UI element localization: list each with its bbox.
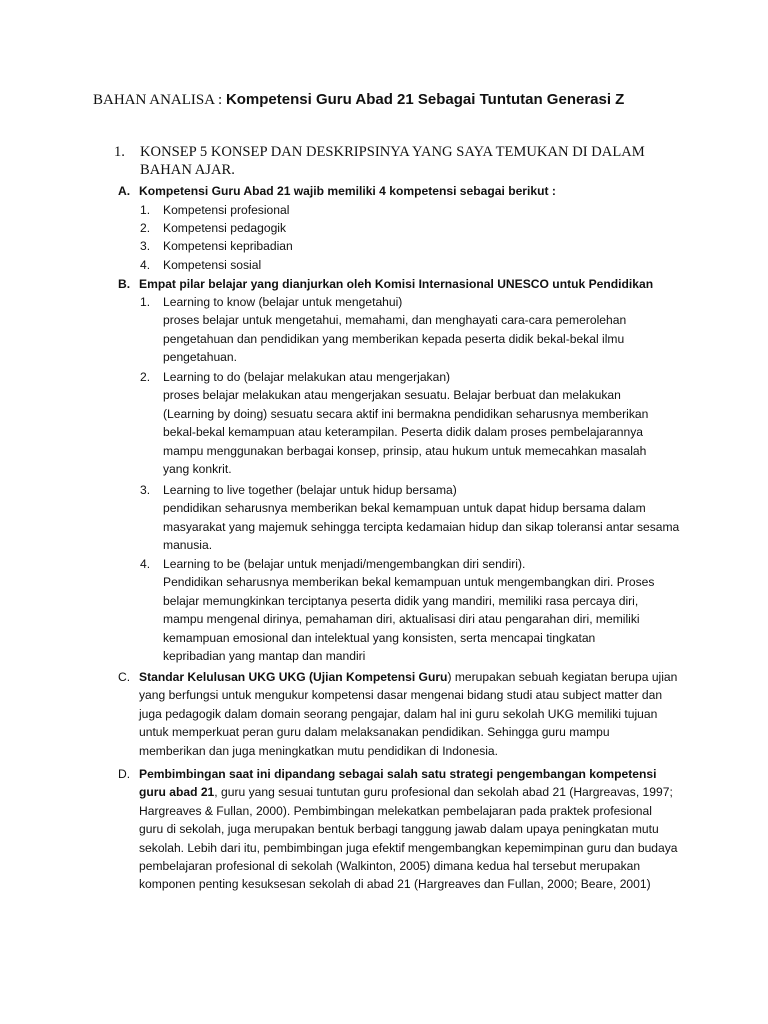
document-title xyxy=(93,91,753,109)
list-item xyxy=(140,201,680,219)
title-prefix: BAHAN ANALISA : xyxy=(93,92,226,108)
item-number: 3. xyxy=(140,483,151,497)
item-title: Learning to do (belajar melakukan atau mengerjakan) xyxy=(163,370,451,384)
item-paragraph: pendidikan seharusnya memberikan bekal kemampuan untuk dapat hidup bersama dalam masyarakat yang majemuk sehingga tercipta kedamaian hidup dan sikap toleransi antar sesama manusia. xyxy=(163,501,680,553)
section-letter: A. xyxy=(118,184,131,198)
list-item xyxy=(140,555,660,665)
item-title: Learning to know (belajar untuk mengetahui) xyxy=(163,295,403,309)
section-c-body xyxy=(139,668,678,760)
item-paragraph: proses belajar untuk mengetahui, memahami, dan menghayati cara-cara pemerolehan pengetahuan dan pendidikan yang memberikan kepada peserta didik bekal-bekal ilmu pengetahuan. xyxy=(163,313,627,365)
item-number: 3. xyxy=(140,239,151,253)
section-a xyxy=(118,182,678,200)
item-number: 4. xyxy=(140,258,151,272)
section-d-bold: Pembimbingan saat ini dipandang sebagai salah satu strategi pengembangan kompetensi guru abad 21 xyxy=(139,767,657,800)
heading-1 xyxy=(114,143,674,179)
item-title: Learning to live together (belajar untuk hidup bersama) xyxy=(163,483,457,497)
item-paragraph: Pendidikan seharusnya memberikan bekal kemampuan untuk mengembangkan diri. Proses belajar memungkinkan terciptanya peserta didik yang mandiri, memiliki rasa percaya diri, mampu mengenal dirinya, pemahaman diri, aktualisasi diri atau pengarahan diri, memiliki kemampuan emosional dan intelektual yang konsisten, serta mencapai tingkatan kepribadian yang mantap dan mandiri xyxy=(163,575,655,664)
section-c xyxy=(118,668,678,760)
item-text: Kompetensi kepribadian xyxy=(163,239,293,253)
item-number: 2. xyxy=(140,370,151,384)
section-b-text: Empat pilar belajar yang dianjurkan oleh Komisi Internasional UNESCO untuk Pendidikan xyxy=(139,277,654,291)
section-letter: D. xyxy=(118,767,131,781)
item-title: Learning to be (belajar untuk menjadi/mengembangkan diri sendiri). xyxy=(163,557,526,571)
item-text: Kompetensi profesional xyxy=(163,203,290,217)
section-letter: C. xyxy=(118,670,131,684)
item-number: 4. xyxy=(140,557,151,571)
section-b xyxy=(118,275,698,293)
list-item xyxy=(140,237,680,255)
section-d xyxy=(118,765,678,894)
list-item xyxy=(140,256,680,274)
section-c-bold: Standar Kelulusan UKG UKG (Ujian Kompetensi Guru xyxy=(139,670,448,684)
section-d-text: , guru yang sesuai tuntutan guru profesional dan sekolah abad 21 (Hargreavas, 1997; Hargreaves & Fullan, 2000). Pembimbingan melekatkan pembelajaran pada praktek profesional guru di sekolah, juga merupakan bentuk berbagi tanggung jawab dalam upaya peningkatan mutu sekolah. Lebih dari itu, pembimbingan juga efektif mengembangkan kepemimpinan guru dan budaya pembelajaran profesional di sekolah (Walkinton, 2005) dimana kedua hal tersebut merupakan komponen penting kesuksesan sekolah di abad 21 (Hargreaves dan Fullan, 2000; Beare, 2001) xyxy=(139,785,678,892)
list-item xyxy=(140,481,680,555)
section-c-text: ) merupakan sebuah kegiatan berupa ujian yang berfungsi untuk mengukur kompetensi dasar mengenai bidang studi atau subject matter dan juga pedagogik dalam domain seorang pengajar, dalam hal ini guru sekolah UKG memiliki tujuan untuk memperkuat peran guru dalam melaksanakan pendidikan. Sehingga guru mampu memberikan dan juga meningkatkan mutu pendidikan di Indonesia. xyxy=(139,670,678,758)
item-number: 1. xyxy=(140,203,151,217)
list-item xyxy=(140,219,680,237)
list-item xyxy=(140,293,680,367)
item-number: 1. xyxy=(140,295,151,309)
section-d-body xyxy=(139,765,678,894)
heading-number: 1. xyxy=(114,144,125,160)
section-letter: B. xyxy=(118,277,131,291)
item-paragraph: proses belajar melakukan atau mengerjakan sesuatu. Belajar berbuat dan melakukan (Learning by doing) sesuatu secara aktif ini bermakna pendidikan seharusnya memberikan bekal-bekal kemampuan atau keterampilan. Peserta didik dalam proses pembelajarannya mampu menggunakan berbagai konsep, prinsip, atau hukum untuk memecahkan masalah yang konkrit. xyxy=(163,388,649,477)
heading-text: KONSEP 5 KONSEP DAN DESKRIPSINYA YANG SAYA TEMUKAN DI DALAM BAHAN AJAR. xyxy=(140,144,645,178)
list-item xyxy=(140,368,655,478)
item-text: Kompetensi pedagogik xyxy=(163,221,287,235)
item-text: Kompetensi sosial xyxy=(163,258,262,272)
item-number: 2. xyxy=(140,221,151,235)
title-main: Kompetensi Guru Abad 21 Sebagai Tuntutan Generasi Z xyxy=(225,91,625,108)
section-a-text: Kompetensi Guru Abad 21 wajib memiliki 4 kompetensi sebagai berikut : xyxy=(139,184,556,198)
